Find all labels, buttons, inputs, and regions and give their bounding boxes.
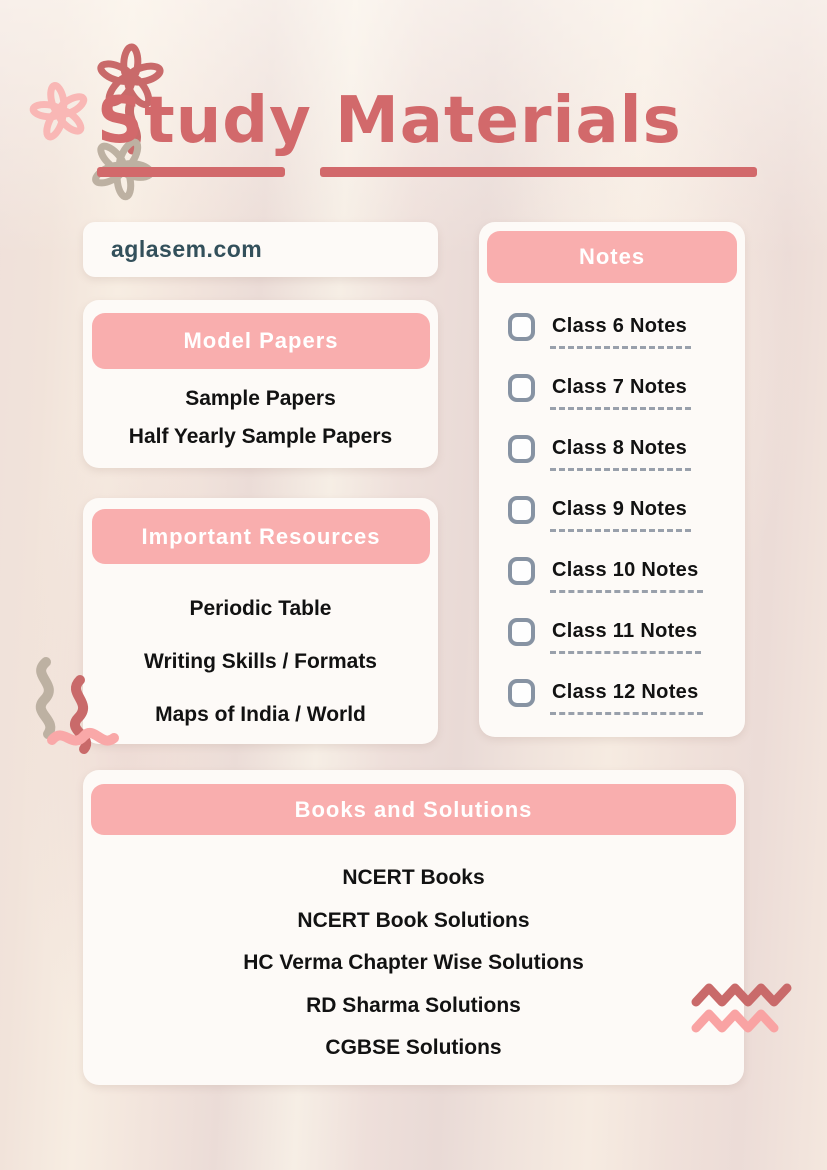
books-solutions-heading: Books and Solutions (91, 784, 736, 835)
checkbox[interactable] (508, 557, 535, 585)
note-row (479, 601, 745, 662)
notes-heading: Notes (487, 231, 737, 283)
list-item[interactable]: Sample Papers (185, 387, 336, 410)
checkbox[interactable] (508, 618, 535, 646)
list-item[interactable]: NCERT Books (342, 866, 485, 889)
books-solutions-list (83, 857, 744, 1070)
page-title: Study Materials (97, 84, 682, 158)
list-item[interactable]: Writing Skills / Formats (144, 650, 377, 673)
note-row (479, 418, 745, 479)
note-link[interactable]: Class 6 Notes (550, 315, 691, 349)
title-underline (320, 167, 757, 177)
important-resources-heading: Important Resources (92, 509, 430, 564)
title-underline (97, 167, 285, 177)
list-item[interactable]: Half Yearly Sample Papers (128, 425, 393, 448)
model-papers-heading: Model Papers (92, 313, 430, 369)
note-link[interactable]: Class 12 Notes (550, 681, 703, 715)
note-row (479, 662, 745, 723)
site-link[interactable]: aglasem.com (111, 236, 263, 262)
list-item[interactable]: Maps of India / World (155, 703, 366, 726)
note-link[interactable]: Class 11 Notes (550, 620, 701, 654)
notes-card (479, 222, 745, 737)
checkbox[interactable] (508, 496, 535, 524)
notes-list (479, 296, 745, 723)
important-resources-list (83, 582, 438, 741)
checkbox[interactable] (508, 374, 535, 402)
checkbox[interactable] (508, 313, 535, 341)
note-row (479, 296, 745, 357)
note-row (479, 540, 745, 601)
note-row (479, 357, 745, 418)
list-item[interactable]: NCERT Book Solutions (297, 908, 530, 932)
list-item[interactable]: RD Sharma Solutions (306, 993, 521, 1017)
note-link[interactable]: Class 8 Notes (550, 437, 691, 471)
site-card (83, 222, 438, 277)
note-link[interactable]: Class 9 Notes (550, 498, 691, 532)
note-link[interactable]: Class 7 Notes (550, 376, 691, 410)
model-papers-card (83, 300, 438, 468)
checkbox[interactable] (508, 435, 535, 463)
note-link[interactable]: Class 10 Notes (550, 559, 703, 593)
books-solutions-card (83, 770, 744, 1085)
important-resources-card (83, 498, 438, 744)
list-item[interactable]: CGBSE Solutions (325, 1036, 502, 1059)
model-papers-list (83, 380, 438, 456)
list-item[interactable]: HC Verma Chapter Wise Solutions (243, 951, 584, 974)
checkbox[interactable] (508, 679, 535, 707)
note-row (479, 479, 745, 540)
list-item[interactable]: Periodic Table (189, 597, 332, 620)
